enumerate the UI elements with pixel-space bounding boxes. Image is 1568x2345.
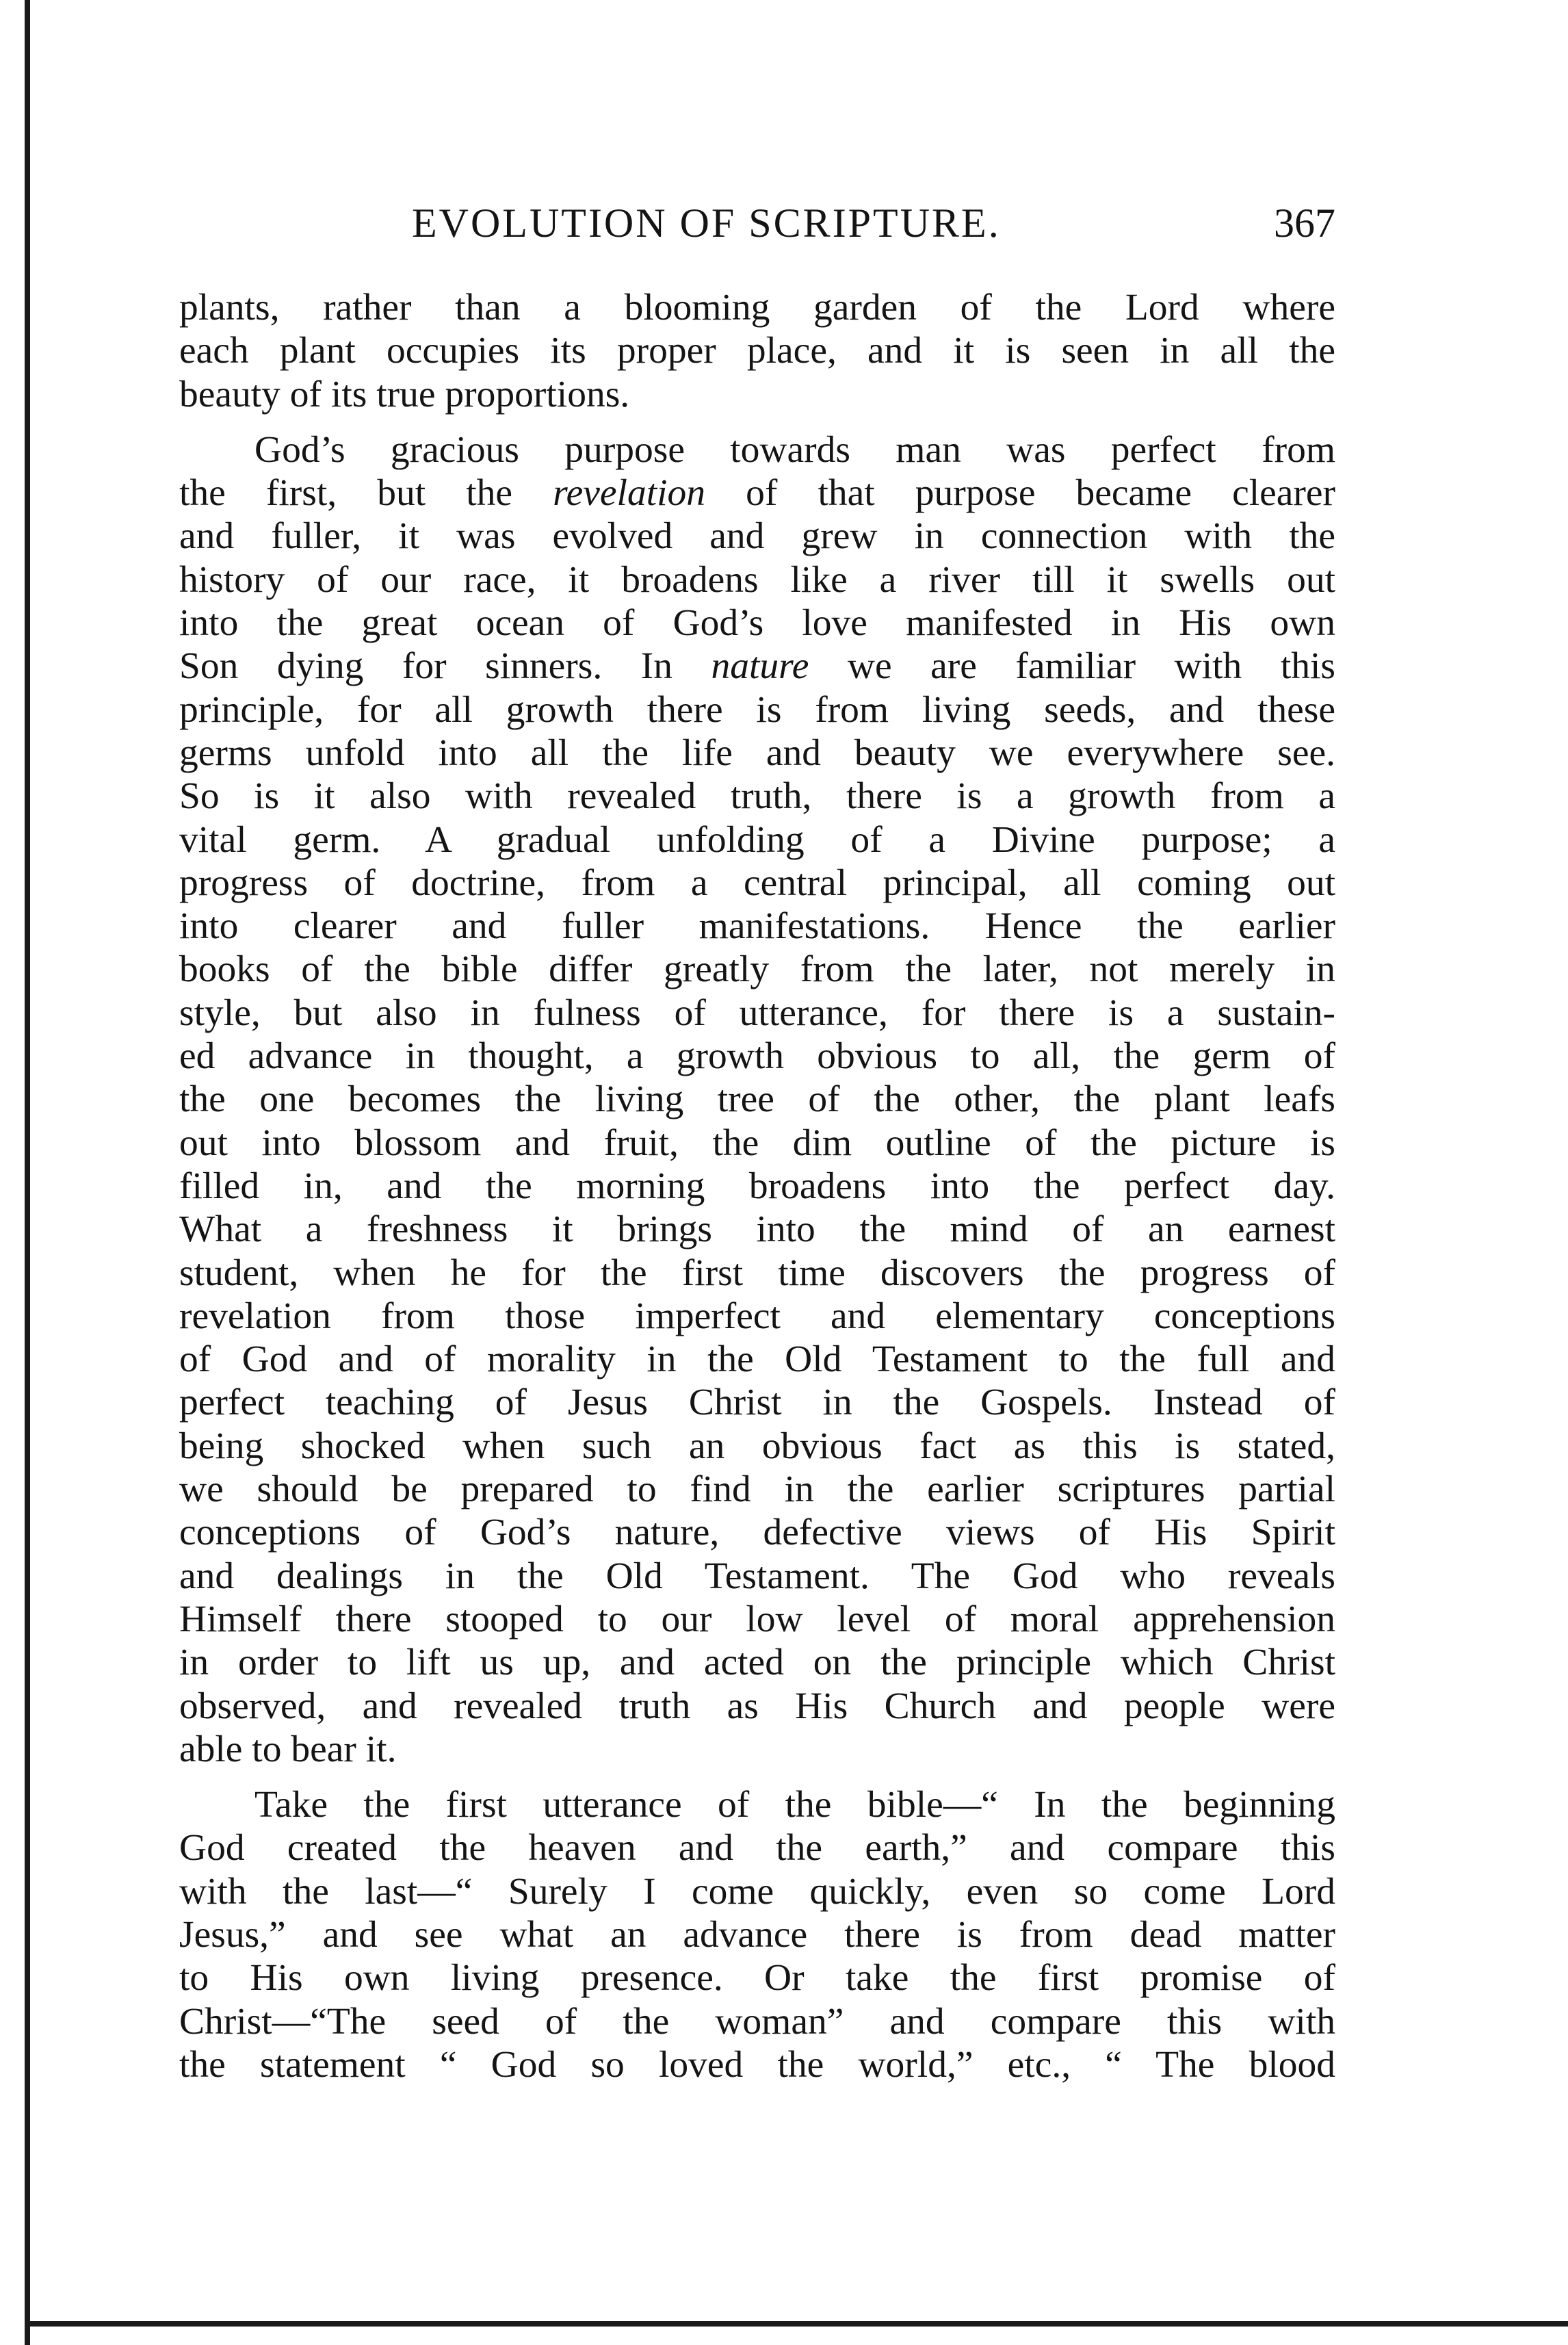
text-line: out into blossom and fruit, the dim outline of the picture is <box>179 1122 1335 1164</box>
text-line: we should be prepared to find in the earlier scriptures partial <box>179 1468 1335 1511</box>
text-line: Jesus,” and see what an advance there is from dead matter <box>179 1913 1335 1956</box>
text-line: the statement “ God so loved the world,” etc., “ The blood <box>179 2043 1335 2086</box>
text-line: of God and of morality in the Old Testament to the full and <box>179 1338 1335 1381</box>
text-line: into the great ocean of God’s love manifested in His own <box>179 602 1335 645</box>
text-line: God’s gracious purpose towards man was perfect from <box>254 428 1335 471</box>
page-number: 367 <box>1274 200 1335 246</box>
text-line: What a freshness it brings into the mind of an earnest <box>179 1208 1335 1251</box>
text-line: beauty of its true proportions. <box>179 373 630 415</box>
text-line: ed advance in thought, a growth obvious to all, the germ of <box>179 1035 1335 1078</box>
text-line: student, when he for the first time discovers the progress of <box>179 1252 1335 1294</box>
text-line: each plant occupies its proper place, and it is seen in all the <box>179 330 1335 372</box>
text-line: with the last—“ Surely I come quickly, even so come Lord <box>179 1870 1335 1913</box>
text-line: perfect teaching of Jesus Christ in the Gospels. Instead of <box>179 1382 1335 1424</box>
text-line: books of the bible differ greatly from the later, not merely in <box>179 948 1335 991</box>
paragraph <box>179 286 1335 416</box>
text-line: Take the first utterance of the bible—“ In the beginning <box>254 1784 1335 1826</box>
text-line: and fuller, it was evolved and grew in connection with the <box>179 515 1335 558</box>
italic-word: revelation <box>553 472 706 515</box>
text-line: Son dying for sinners. In nature we are familiar with this <box>179 645 1336 688</box>
text-line: God created the heaven and the earth,” and compare this <box>179 1827 1335 1869</box>
text-line: in order to lift us up, and acted on the principle which Christ <box>179 1642 1335 1684</box>
text-line: revelation from those imperfect and elementary conceptions <box>179 1295 1335 1337</box>
text-line: able to bear it. <box>179 1728 397 1770</box>
text-line: history of our race, it broadens like a river till it swells out <box>179 558 1335 601</box>
left-margin-rule <box>25 0 30 2345</box>
bottom-margin-rule <box>25 2321 1568 2327</box>
italic-word: nature <box>711 645 809 688</box>
text-line: plants, rather than a blooming garden of the Lord where <box>179 287 1335 328</box>
text-line: vital germ. A gradual unfolding of a Divine purpose; a <box>179 818 1335 861</box>
body-text <box>179 286 1335 2086</box>
text-line: progress of doctrine, from a central principal, all coming out <box>179 861 1335 904</box>
paragraph-gap <box>179 416 1335 428</box>
running-head <box>179 196 1335 250</box>
paragraph <box>179 428 1335 1771</box>
text-line: the one becomes the living tree of the other, the plant leafs <box>179 1078 1335 1121</box>
text-line: the first, but the revelation of that purpose became clearer <box>179 472 1335 515</box>
text-line: Christ—“The seed of the woman” and compare this with <box>179 2000 1335 2043</box>
running-head-title: EVOLUTION OF SCRIPTURE. <box>412 200 1001 246</box>
paragraph <box>179 1783 1335 2086</box>
text-line: principle, for all growth there is from living seeds, and these <box>179 688 1335 731</box>
text-line: style, but also in fulness of utterance, for there is a sustain- <box>179 992 1335 1034</box>
text-line: and dealings in the Old Testament. The God who reveals <box>179 1555 1335 1597</box>
text-line: Himself there stooped to our low level of moral apprehension <box>179 1598 1335 1640</box>
text-line: being shocked when such an obvious fact as this is stated, <box>179 1425 1335 1467</box>
text-line: So is it also with revealed truth, there is a growth from a <box>179 775 1335 818</box>
text-line: germs unfold into all the life and beauty we everywhere see. <box>179 731 1335 774</box>
paragraph-gap <box>179 1771 1335 1783</box>
text-line: into clearer and fuller manifestations. Hence the earlier <box>179 905 1335 948</box>
text-line: conceptions of God’s nature, defective views of His Spirit <box>179 1512 1335 1554</box>
text-line: to His own living presence. Or take the first promise of <box>179 1957 1335 1999</box>
text-line: observed, and revealed truth as His Church and people were <box>179 1685 1335 1727</box>
text-line: filled in, and the morning broadens into the perfect day. <box>179 1165 1335 1207</box>
